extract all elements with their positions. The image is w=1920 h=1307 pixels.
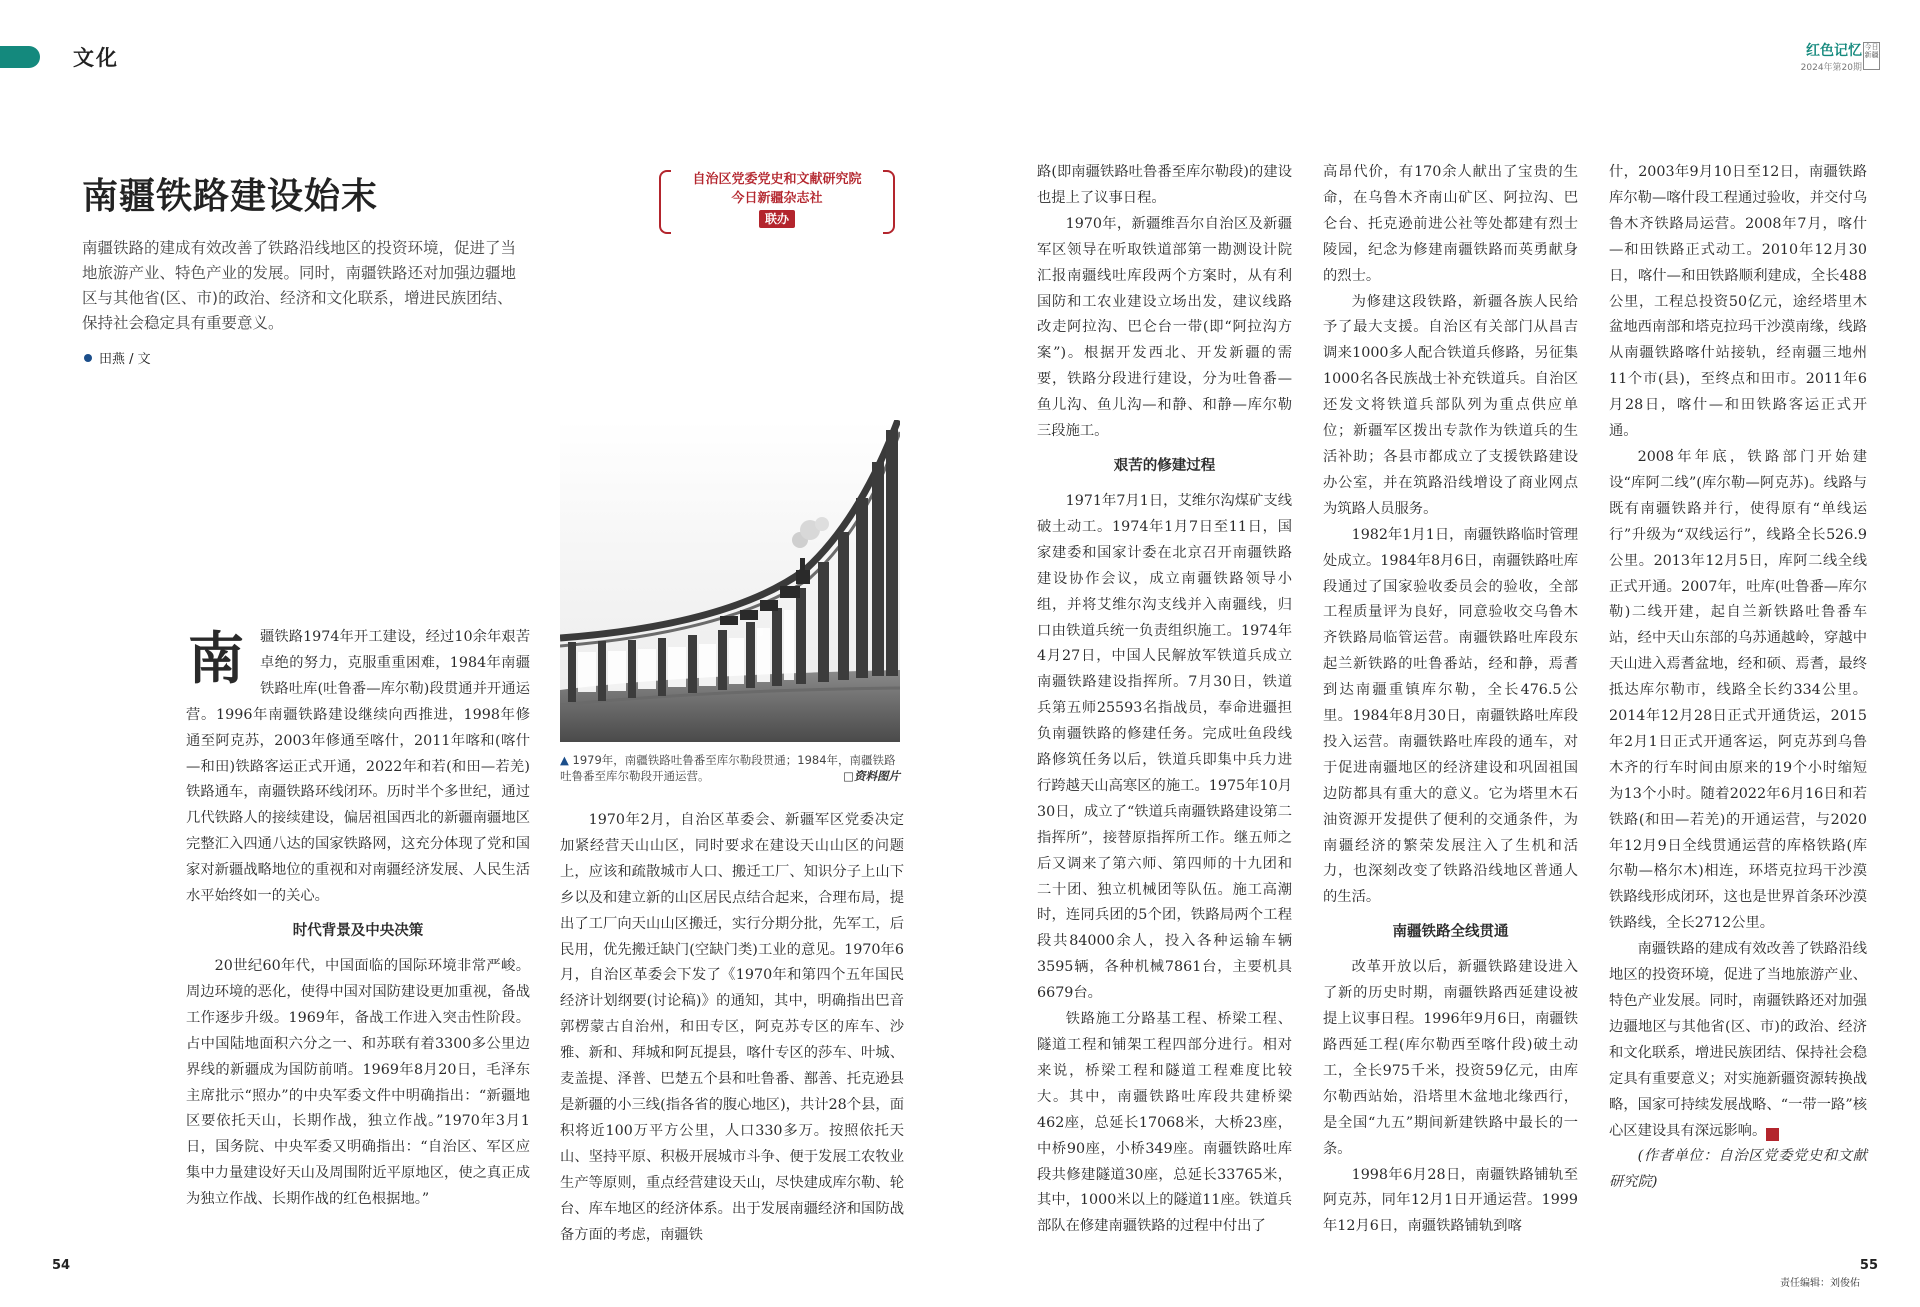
author-bullet-icon xyxy=(84,354,92,362)
heading-background: 时代背景及中央决策 xyxy=(292,922,424,939)
author-affiliation: (作者单位：自治区党委党史和文献研究院) xyxy=(1609,1148,1867,1191)
drop-cap: 南 xyxy=(188,626,244,692)
opening-paragraph-text: 疆铁路1974年开工建设，经过10余年艰苦卓绝的努力，克服重重困难，1984年南疆铁路吐库(吐鲁番—库尔勒)段贯通并开通运营。1996年南疆铁路建设继续向西推进，1998年修通至阿克苏，2003年修通至喀什，2011年喀和(喀什—和田)铁路客运正式开通，2022年和若(和田—若羌)铁路通车，南疆铁路环线闭环。历时半个多世纪，通过几代铁路人的接续建设，偏居祖国西北的新疆南疆地区完整汇入四通八达的国家铁路网，这充分体现了党和国家对新疆战略地位的重视和对南疆经济发展、人民生活水平始终如一的关心。 xyxy=(186,629,530,905)
badge-joint-label: 联办 xyxy=(759,210,795,228)
heading-complete: 南疆铁路全线贯通 xyxy=(1392,924,1509,941)
article-author xyxy=(84,348,151,367)
caption-triangle-icon: ▲ xyxy=(560,753,569,767)
paragraph: 什，2003年9月10日至12日，南疆铁路库尔勒—喀什段工程通过验收，并交付乌鲁木齐铁路局运营。2008年7月，喀什—和田铁路正式动工。2010年12月30日，喀什—和田铁路顺利建成，全长488公里，工程总投资50亿元，途经塔里木盆地西南部和塔克拉玛干沙漠南缘，线路从南疆铁路喀什站接轨，经南疆三地州11个市(县)，至终点和田市。2011年6月28日，喀什—和田铁路客运正式开通。 xyxy=(1609,164,1867,440)
closing-paragraph-text: 南疆铁路的建成有效改善了铁路沿线地区的投资环境，促进了当地旅游产业、特色产业发展。同时，南疆铁路还对加强边疆地区与其他省(区、市)的政治、经济和文化联系，增进民族团结、保持社会稳定具有重要意义；对实施新疆资源转换战略，国家可持续发展战略、“一带一路”核心区建设具有深远影响。 xyxy=(1609,941,1867,1139)
magazine-brand xyxy=(1801,40,1862,73)
body-column-3 xyxy=(1037,160,1292,1240)
badge-bracket-right xyxy=(883,170,895,234)
paragraph: 铁路施工分路基工程、桥梁工程、隧道工程和铺架工程四部分进行。相对来说，桥梁工程和隧道工程难度比较大。其中，南疆铁路吐库段共建桥梁462座，总延长17068米，大桥23座，中桥90座，小桥349座。南疆铁路吐库段共修建隧道30座，总延长33765米，其中，1000米以上的隧道11座。铁道兵部队在修建南疆铁路的过程中付出了 xyxy=(1037,1011,1292,1235)
article-title: 南疆铁路建设始末 xyxy=(82,176,379,217)
body-column-2 xyxy=(560,808,904,1248)
badge-bracket-left xyxy=(659,170,671,234)
paragraph: 1998年6月28日，南疆铁路铺轨至阿克苏，同年12月1日开通运营。1999年12月6日，南疆铁路铺轨到喀 xyxy=(1323,1166,1578,1235)
caption-text: 1979年，南疆铁路吐鲁番至库尔勒段贯通；1984年，南疆铁路吐鲁番至库尔勒段开通运营。 xyxy=(560,753,896,783)
body-column-1 xyxy=(186,625,530,1213)
responsible-editor: 责任编辑：刘俊佑 xyxy=(1780,1278,1860,1289)
end-mark-icon: J xyxy=(1766,1128,1779,1141)
body-column-5 xyxy=(1609,160,1867,1196)
page-number-left: 54 xyxy=(52,1258,71,1273)
paragraph: 1970年，新疆维吾尔自治区及新疆军区领导在听取铁道部第一勘测设计院汇报南疆线吐库段两个方案时，从有利国防和工农业建设立场出发，建议线路改走阿拉沟、巴仑台一带(即“阿拉沟方案”)。根据开发西北、开发新疆的需要，铁路分段进行建设，分为吐鲁番—鱼儿沟、鱼儿沟—和静、和静—库尔勒三段施工。 xyxy=(1037,215,1292,440)
paragraph: 20世纪60年代，中国面临的国际环境非常严峻。周边环境的恶化，使得中国对国防建设更加重视，备战工作逐步升级。1969年，备战工作进入突击性阶段。占中国陆地面积六分之一、和苏联有着3300多公里边界线的新疆成为国防前哨。1969年8月20日，毛泽东主席批示“照办”的中央军委文件中明确指出：“新疆地区要依托天山，长期作战，独立作战。”1970年3月1日，国务院、中央军委又明确指出：“自治区、军区应集中力量建设好天山及周围附近平原地区，使之真正成为独立作战、长期作战的红色根据地。” xyxy=(186,957,530,1208)
section-tab-marker xyxy=(0,46,40,68)
paragraph: 为修建这段铁路，新疆各族人民给予了最大支援。自治区有关部门从昌吉调来1000多人配合铁道兵修路，另征集1000名各民族战士补充铁道兵。自治区还发文将铁道兵部队列为重点供应单位；新疆军区拨出专款作为铁道兵的生活补助；各县市都成立了支援铁路建设办公室，并在筑路沿线增设了商业网点为筑路人员服务。 xyxy=(1323,293,1578,517)
badge-line1: 自治区党委党史和文献研究院 xyxy=(692,172,862,187)
section-label: 文化 xyxy=(73,46,119,70)
railway-viaduct-photo xyxy=(560,420,900,742)
brand-issue: 2024年第20期 xyxy=(1800,63,1862,73)
author-name: 田燕 / 文 xyxy=(99,352,151,367)
paragraph: 2008年年底，铁路部门开始建设“库阿二线”(库尔勒—阿克苏)。线路与既有南疆铁路并行，使得原有“单线运行”升级为“双线运行”，线路全长526.9公里。2013年12月5日，库阿二线全线正式开通。2007年，吐库(吐鲁番—库尔勒)二线开建，起自兰新铁路吐鲁番车站，经中天山东部的乌苏通越岭，穿越中天山进入焉耆盆地，经和硕、焉耆，最终抵达库尔勒市，线路全长约334公里。2014年12月28日正式开通货运，2015年2月1日正式开通客运，阿克苏到乌鲁木齐的行车时间由原来的19个小时缩短为13个小时。随着2022年6月16日和若铁路(和田—若羌)的开通运营，与2020年12月9日全线贯通运营的库格铁路(库尔勒—格尔木)相连，环塔克拉玛干沙漠铁路线形成闭环，这也是世界首条环沙漠铁路线，全长2712公里。 xyxy=(1609,448,1867,932)
paragraph: 改革开放以后，新疆铁路建设进入了新的历史时期，南疆铁路西延建设被提上议事日程。1996年9月6日，南疆铁路西延工程(库尔勒西至喀什段)破土动工，全长975千米，投资59亿元，由库尔勒西站始，沿塔里木盆地北缘西行，是全国“九五”期间新建铁路中最长的一条。 xyxy=(1323,959,1578,1157)
paragraph: 1971年7月1日，艾维尔沟煤矿支线破土动工。1974年1月7日至11日，国家建委和国家计委在北京召开南疆铁路建设协作会议，成立南疆铁路领导小组，并将艾维尔沟支线并入南疆线，归口由铁道兵统一负责组织施工。1974年4月27日，中国人民解放军铁道兵成立南疆铁路建设指挥所。7月30日，铁道兵第五师25593名指战员，奉命进疆担负南疆铁路的修建任务。完成吐鱼段线路修筑任务以后，铁道兵即集中兵力进行跨越天山高寒区的施工。1975年10月30日，成立了“铁道兵南疆铁路建设第二指挥所”，接替原指挥所工作。继五师之后又调来了第六师、第四师的十九团和二十团、独立机械团等队伍。施工高潮时，连同兵团的5个团，铁路局两个工程段共84000余人，投入各种运输车辆3595辆，各种机械7861台，主要机具6679台。 xyxy=(1037,492,1292,1002)
page-number-right: 55 xyxy=(1859,1258,1878,1273)
paragraph xyxy=(1609,937,1867,1144)
heading-hardship: 艰苦的修建过程 xyxy=(1113,457,1216,474)
body-column-4 xyxy=(1323,160,1578,1240)
article-lead: 南疆铁路的建成有效改善了铁路沿线地区的投资环境，促进了当地旅游产业、特色产业的发展。同时，南疆铁路还对加强边疆地区与其他省(区、市)的政治、经济和文化联系，增进民族团结、保持社会稳定具有重要意义。 xyxy=(82,239,517,332)
brand-logo-box: 今日新疆 xyxy=(1863,42,1880,70)
photo-credit: □资料图片 xyxy=(843,769,900,783)
co-organizer-badge xyxy=(659,170,895,236)
opening-paragraph xyxy=(186,625,530,910)
photo-caption xyxy=(560,752,900,784)
brand-title: 红色记忆 xyxy=(1806,43,1862,59)
viaduct-illustration xyxy=(560,420,900,742)
paragraph: 路(即南疆铁路吐鲁番至库尔勒段)的建设也提上了议事日程。 xyxy=(1037,164,1292,206)
paragraph: 高昂代价，有170余人献出了宝贵的生命，在乌鲁木齐南山矿区、阿拉沟、巴仑台、托克逊前进公社等处都建有烈士陵园，纪念为修建南疆铁路而英勇献身的烈士。 xyxy=(1323,164,1578,284)
paragraph: 1982年1月1日，南疆铁路临时管理处成立。1984年8月6日，南疆铁路吐库段通过了国家验收委员会的验收，全部工程质量评为良好，同意验收交乌鲁木齐铁路局临管运营。南疆铁路吐库段东起兰新铁路的吐鲁番站，经和静，焉耆到达南疆重镇库尔勒，全长476.5公里。1984年8月30日，南疆铁路吐库段投入运营。南疆铁路吐库段的通车，对于促进南疆地区的经济建设和巩固祖国边防都具有重大的意义。它为塔里木石油资源开发提供了便利的交通条件，为南疆经济的繁荣发展注入了生机和活力，也深刻改变了铁路沿线地区普通人的生活。 xyxy=(1323,526,1578,906)
paragraph: 1970年2月，自治区革委会、新疆军区党委决定加紧经营天山山区，同时要求在建设天山山区的问题上，应该和疏散城市人口、搬迁工厂、知识分子上山下乡以及和建立新的山区居民点结合起来，合理布局，提出了工厂向天山山区搬迁，实行分期分批，先军工，后民用，优先搬迁缺门(空缺门类)工业的意见。1970年6月，自治区革委会下发了《1970年和第四个五年国民经济计划纲要(讨论稿)》的通知，其中，明确指出巴音郭楞蒙古自治州，和田专区，阿克苏专区的库车、沙雅、新和、拜城和阿瓦提县，喀什专区的莎车、叶城、麦盖提、泽普、巴楚五个县和吐鲁番、鄯善、托克逊县是新疆的小三线(指各省的腹心地区)，共计28个县，面积将近100万平方公里，人口330多万。按照依托天山、坚持平原、积极开展城市斗争、便于发展工农牧业生产等原则，重点经营建设天山，尽快建成库尔勒、轮台、库车地区的经济体系。出于发展南疆经济和国防战备方面的考虑，南疆铁 xyxy=(560,812,904,1243)
badge-line2: 今日新疆杂志社 xyxy=(731,191,823,206)
